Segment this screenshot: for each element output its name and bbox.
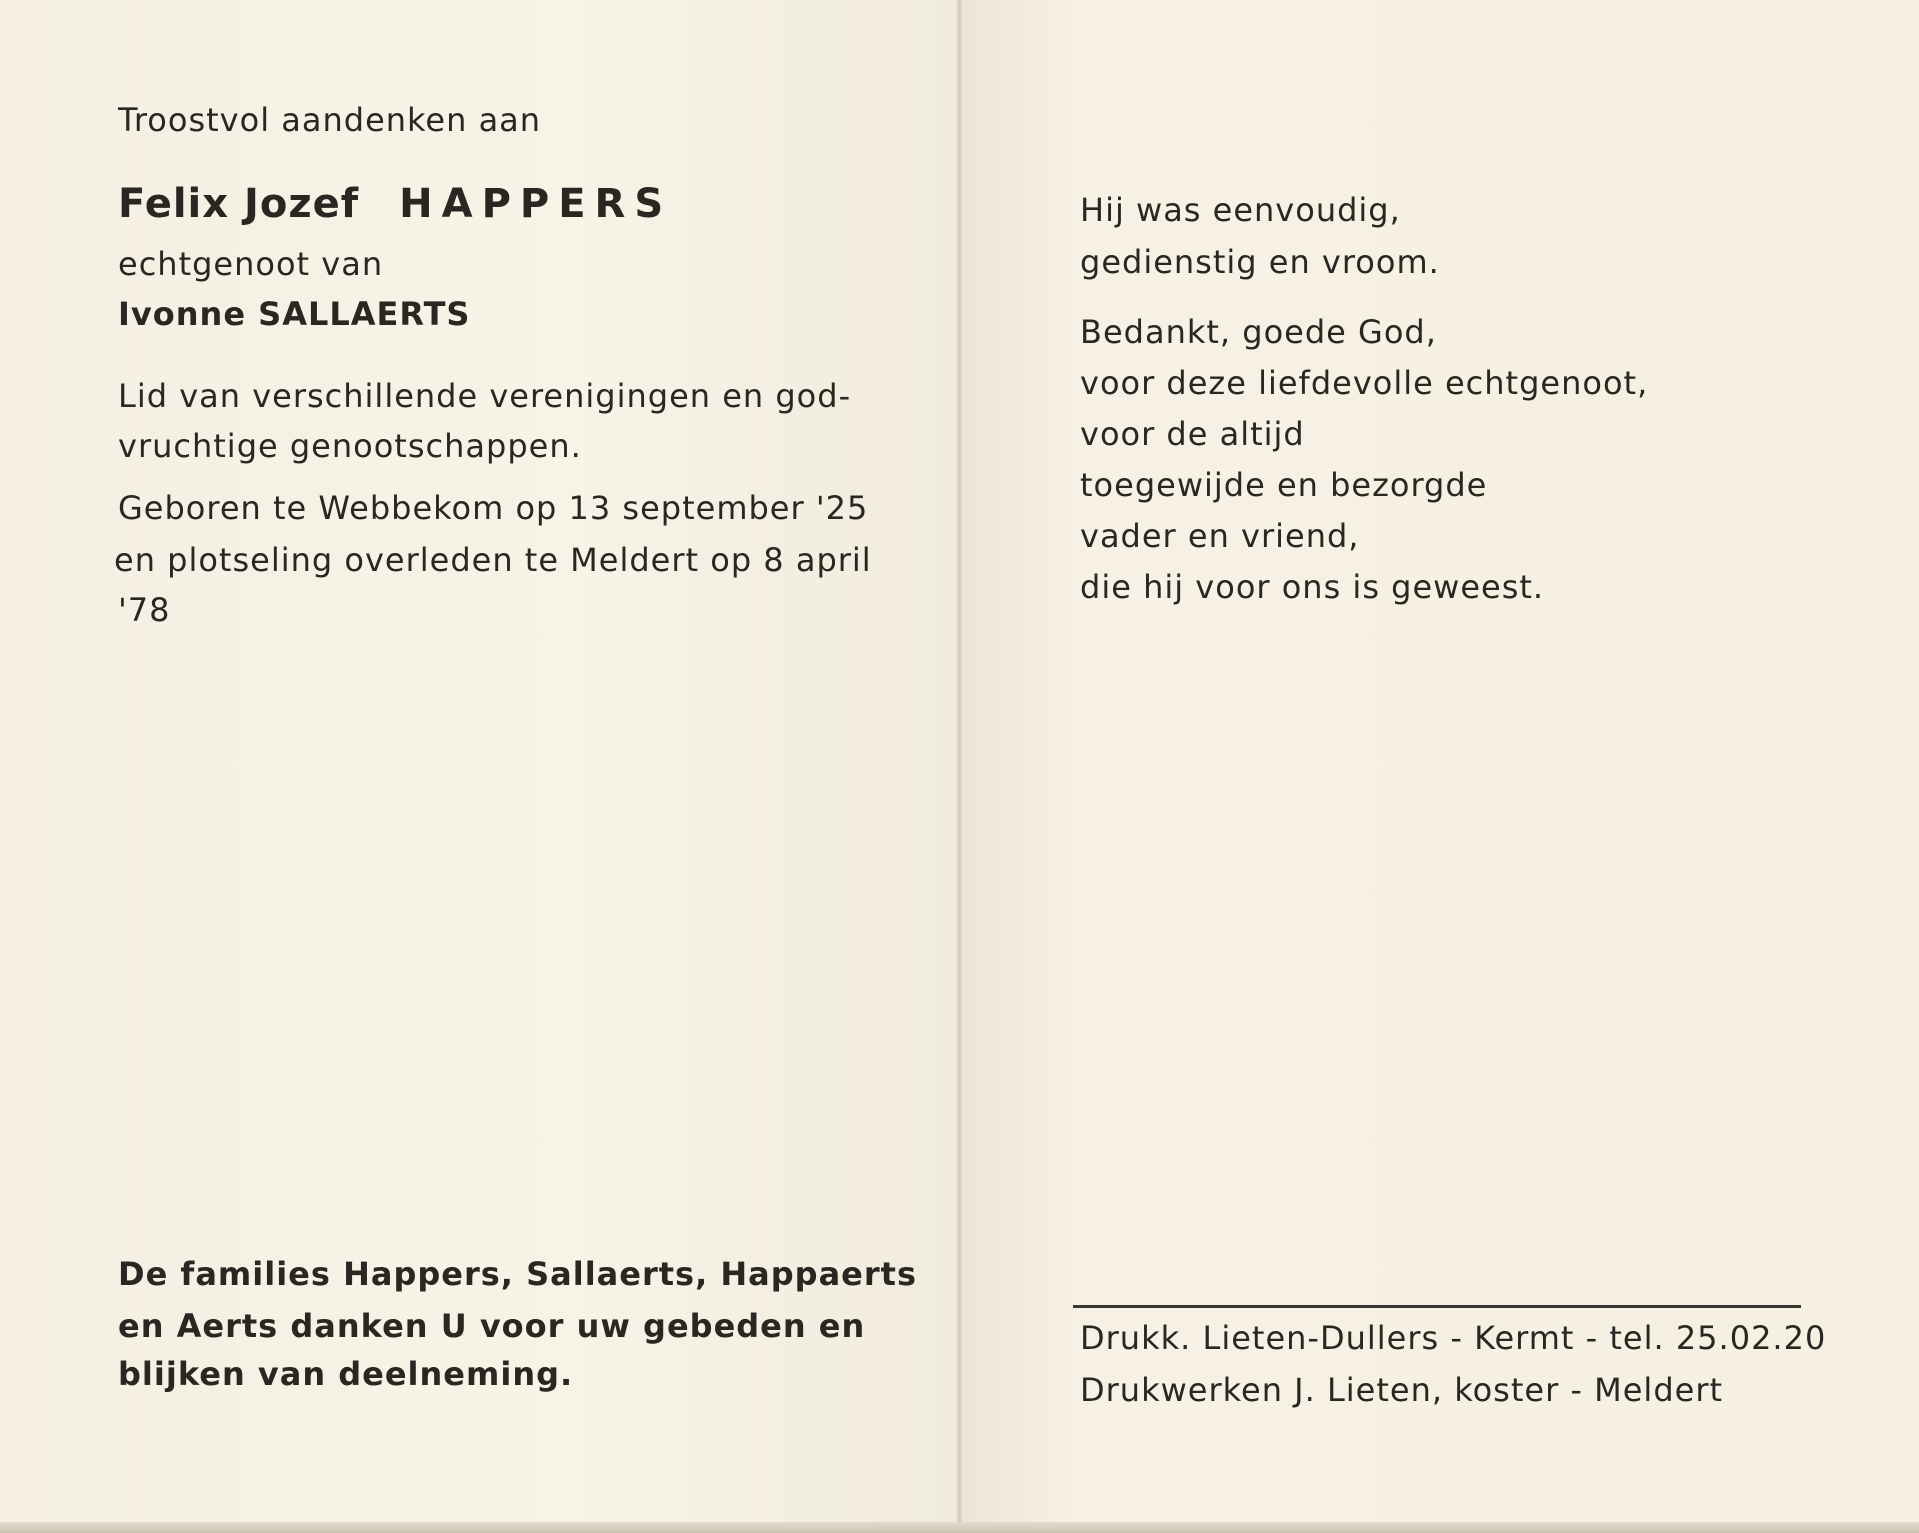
left-page	[0, 0, 958, 1525]
verse-2-line-4: toegewijde en bezorgde	[1080, 466, 1488, 504]
intro-text: Troostvol aandenken aan	[118, 101, 542, 139]
birth-death-line-3: '78	[118, 591, 171, 629]
deceased-surname: HAPPERS	[399, 181, 673, 227]
thanks-line-3: blijken van deelneming.	[118, 1355, 574, 1393]
verse-2-line-6: die hij voor ons is geweest.	[1080, 568, 1545, 606]
verse-2-line-2: voor deze liefdevolle echtgenoot,	[1080, 364, 1649, 402]
verse-1-line-1: Hij was eenvoudig,	[1080, 191, 1401, 229]
thanks-line-1: De families Happers, Sallaerts, Happaerts	[118, 1255, 917, 1293]
birth-death-line-2: en plotseling overleden te Meldert op 8 april	[114, 541, 872, 579]
spouse-name: Ivonne SALLAERTS	[118, 295, 471, 333]
deceased-name	[118, 180, 672, 228]
membership-line-2: vruchtige genootschappen.	[118, 427, 582, 465]
membership-line-1: Lid van verschillende verenigingen en god-	[118, 377, 852, 415]
spouse-intro: echtgenoot van	[118, 245, 384, 283]
verse-1-line-2: gedienstig en vroom.	[1080, 243, 1440, 281]
birth-death-line-1: Geboren te Webbekom op 13 september '25	[118, 489, 869, 527]
verse-2-line-3: voor de altijd	[1080, 415, 1305, 453]
thanks-line-2: en Aerts danken U voor uw gebeden en	[118, 1307, 866, 1345]
printer-divider	[1073, 1305, 1801, 1308]
printer-line-1: Drukk. Lieten-Dullers - Kermt - tel. 25.02.20	[1080, 1319, 1827, 1357]
verse-2-line-1: Bedankt, goede God,	[1080, 313, 1437, 351]
card-bottom-edge	[0, 1522, 1919, 1533]
right-page	[962, 0, 1919, 1525]
verse-2-line-5: vader en vriend,	[1080, 517, 1360, 555]
deceased-first-names: Felix Jozef	[118, 181, 360, 227]
printer-line-2: Drukwerken J. Lieten, koster - Meldert	[1080, 1371, 1724, 1409]
